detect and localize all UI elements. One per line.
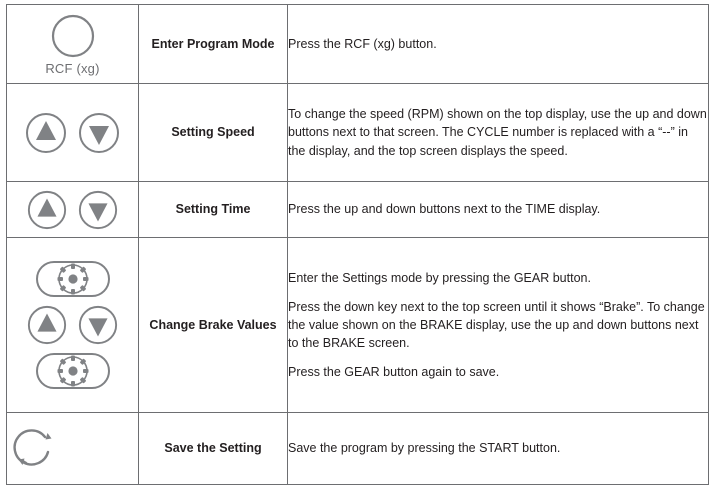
description-paragraph: Press the GEAR button again to save. xyxy=(288,365,500,380)
description-paragraph: Press the down key next to the top screen until it shows “Brake”. To change the value shown on the BRAKE display, use the up and down buttons next to the BRAKE screen. xyxy=(288,299,705,351)
description-cell xyxy=(288,182,709,238)
icon-cell xyxy=(7,413,139,485)
table-row xyxy=(7,84,709,182)
rcf-xg-button-icon[interactable] xyxy=(7,13,138,76)
action-label: Change Brake Values xyxy=(139,238,288,413)
icon-cell xyxy=(7,84,139,182)
description-cell xyxy=(288,413,709,485)
up-down-arrow-buttons-icon xyxy=(7,189,138,231)
table-row xyxy=(7,5,709,84)
action-label: Setting Time xyxy=(139,182,288,238)
table-row xyxy=(7,182,709,238)
procedure-table xyxy=(6,4,709,485)
gear-button-icon-top xyxy=(35,260,111,298)
description-cell xyxy=(288,238,709,413)
icon-cell xyxy=(7,182,139,238)
gear-and-arrow-buttons-icon xyxy=(7,260,138,390)
action-label: Enter Program Mode xyxy=(139,5,288,84)
up-arrow-button-icon xyxy=(26,189,68,231)
start-circular-arrow-icon xyxy=(7,422,61,476)
gear-button-icon-bottom xyxy=(35,352,111,390)
table-row xyxy=(7,413,709,485)
down-arrow-button-icon xyxy=(77,111,121,155)
down-arrow-button-icon xyxy=(77,304,119,346)
description-paragraph: To change the speed (RPM) shown on the top display, use the up and down buttons next to that screen. The CYCLE number is replaced with a “--” in the display, and the top screen displays the speed. xyxy=(288,107,707,158)
description-cell xyxy=(288,84,709,182)
description-paragraph: Press the up and down buttons next to the TIME display. xyxy=(288,202,601,217)
down-arrow-button-icon xyxy=(77,189,119,231)
description-cell xyxy=(288,5,709,84)
action-label: Setting Speed xyxy=(139,84,288,182)
description-paragraph: Save the program by pressing the START button. xyxy=(288,441,561,456)
up-arrow-button-icon xyxy=(24,111,68,155)
table-row xyxy=(7,238,709,413)
rcf-xg-label: RCF (xg) xyxy=(45,60,100,76)
up-arrow-button-icon xyxy=(26,304,68,346)
icon-cell xyxy=(7,5,139,84)
action-label: Save the Setting xyxy=(139,413,288,485)
description-paragraph: Enter the Settings mode by pressing the GEAR button. xyxy=(288,270,591,285)
procedure-table-wrapper xyxy=(6,4,709,485)
icon-cell xyxy=(7,238,139,413)
up-down-arrow-buttons-icon xyxy=(7,111,138,155)
up-down-arrow-buttons-icon xyxy=(26,304,119,346)
description-paragraph: Press the RCF (xg) button. xyxy=(288,36,437,51)
